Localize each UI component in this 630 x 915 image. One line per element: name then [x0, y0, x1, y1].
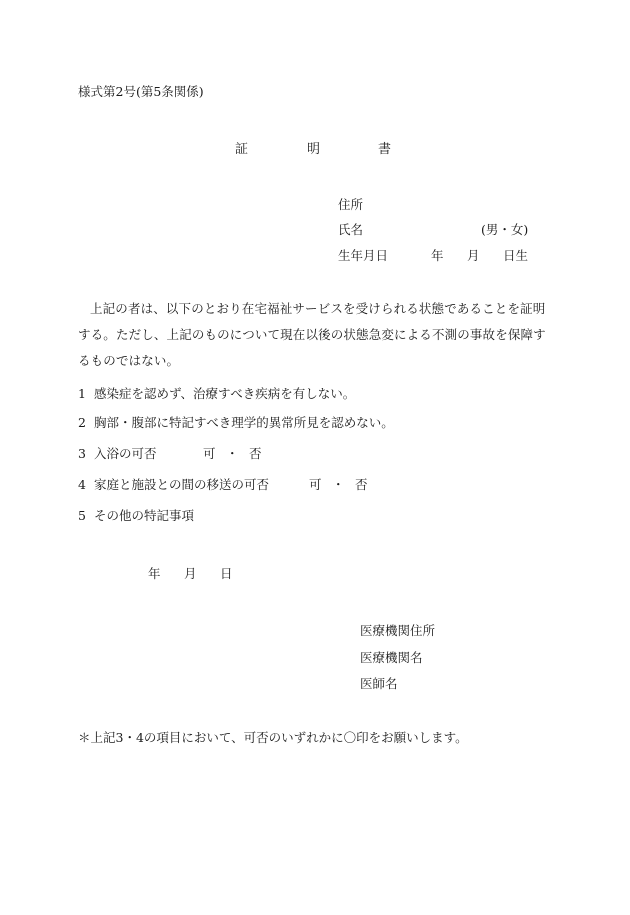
- item-4-no: 否: [355, 477, 368, 492]
- item-3-yes: 可: [203, 446, 216, 461]
- patient-birthdate-label: 生年月日: [338, 248, 389, 263]
- medical-institution-name-label: 医療機関名: [360, 650, 423, 665]
- item-number: 3: [78, 446, 86, 461]
- birth-month-unit: 月: [467, 248, 480, 263]
- doctor-name-label: 医師名: [360, 676, 398, 691]
- item-number: 2: [78, 415, 86, 430]
- issue-month-unit: 月: [184, 566, 197, 581]
- patient-gender-choice: (男・女): [481, 222, 529, 237]
- document-title-char-3: 書: [378, 142, 392, 157]
- item-4: [78, 479, 269, 492]
- issue-day-unit: 日: [220, 566, 233, 581]
- document-title-char-1: 証: [235, 142, 249, 157]
- document-title-char-2: 明: [307, 142, 321, 157]
- form-number: 様式第2号(第5条関係): [78, 84, 204, 99]
- item-number: 1: [78, 386, 86, 401]
- item-5: [78, 510, 194, 523]
- item-3-separator: ・: [226, 446, 239, 461]
- item-3-no: 否: [249, 446, 262, 461]
- patient-name-label: 氏名: [338, 222, 364, 237]
- medical-institution-address-label: 医療機関住所: [360, 623, 436, 638]
- birth-year-unit: 年: [431, 248, 444, 263]
- item-text: 感染症を認めず、治療すべき疾病を有しない。: [94, 386, 356, 401]
- birth-day-unit: 日生: [503, 248, 529, 263]
- issue-year-unit: 年: [148, 566, 161, 581]
- footnote: ＊上記3・4の項目において、可否のいずれかに〇印をお願いします。: [78, 730, 468, 745]
- item-number: 4: [78, 477, 86, 492]
- item-text: 入浴の可否: [94, 446, 157, 461]
- item-text: その他の特記事項: [94, 508, 195, 523]
- item-4-separator: ・: [332, 477, 345, 492]
- item-3: [78, 448, 157, 461]
- item-text: 家庭と施設との間の移送の可否: [94, 477, 270, 492]
- patient-address-label: 住所: [338, 197, 364, 212]
- item-text: 胸部・腹部に特記すべき理学的異常所見を認めない。: [94, 415, 394, 430]
- certification-statement: 上記の者は、以下のとおり在宅福祉サービスを受けられる状態であることを証明する。ただし、上記のものについて現在以後の状態急変による不測の事故を保障するものではない。: [78, 301, 546, 368]
- item-number: 5: [78, 508, 86, 523]
- item-4-yes: 可: [309, 477, 322, 492]
- item-2: [78, 417, 394, 430]
- item-1: [78, 388, 355, 401]
